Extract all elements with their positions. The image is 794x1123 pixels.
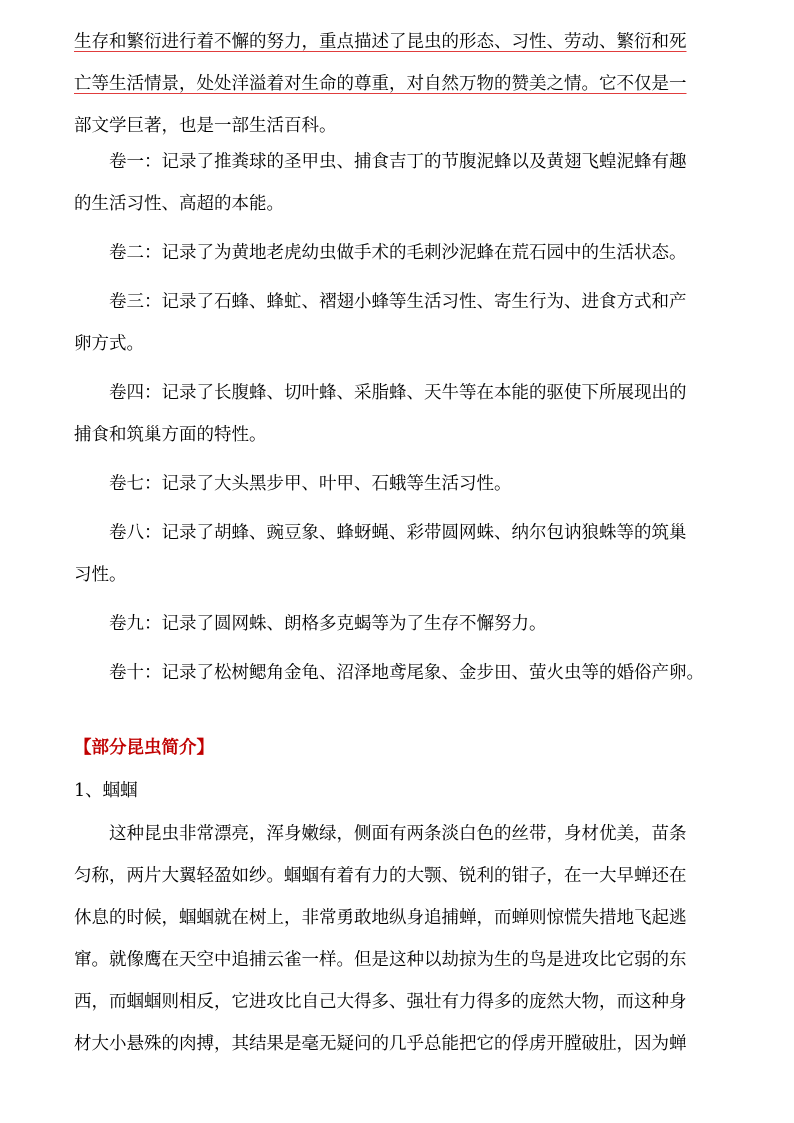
document-page: [74, 32, 724, 1055]
volume-line: 捕食和筑巢方面的特性。: [74, 425, 267, 445]
volume-line: 卷三：记录了石蜂、蜂虻、褶翅小蜂等生活习性、寄生行为、进食方式和产: [109, 292, 687, 312]
volume-line: 的生活习性、高超的本能。: [74, 194, 284, 214]
volume-entry: [74, 243, 724, 264]
intro-line: 亡等生活情景，处处洋溢着对生命的尊重，对自然万物的赞美之情。它不仅是一: [74, 74, 687, 94]
body-line: 休息的时候，蝈蝈就在树上，非常勇敢地纵身追捕蝉，而蝉则惊慌失措地飞起逃: [74, 908, 687, 928]
volume-entry: [74, 523, 724, 586]
intro-line: 生存和繁衍进行着不懈的努力，重点描述了昆虫的形态、习性、劳动、繁衍和死: [74, 32, 687, 52]
insect-title: 1、蝈蝈: [74, 781, 138, 801]
volume-entry: [74, 614, 724, 635]
volume-entry: [74, 383, 724, 446]
volume-line: 卷二：记录了为黄地老虎幼虫做手术的毛刺沙泥蜂在荒石园中的生活状态。: [109, 243, 687, 263]
section-heading: 【部分昆虫简介】: [74, 738, 214, 758]
intro-line: 部文学巨著，也是一部生活百科。: [74, 116, 337, 136]
volume-line: 卷一：记录了推粪球的圣甲虫、捕食吉丁的节腹泥蜂以及黄翅飞蝗泥蜂有趣: [109, 152, 687, 172]
volume-line: 卷七：记录了大头黑步甲、叶甲、石蛾等生活习性。: [109, 474, 512, 494]
volume-entry: [74, 663, 724, 684]
body-line: 匀称，两片大翼轻盈如纱。蝈蝈有着有力的大颚、锐利的钳子，在一大早蝉还在: [74, 866, 687, 886]
volume-entry: [74, 152, 724, 215]
volume-line: 卷九：记录了圆网蛛、朗格多克蝎等为了生存不懈努力。: [109, 614, 547, 634]
volume-line: 卵方式。: [74, 334, 144, 354]
volume-line: 习性。: [74, 565, 127, 585]
intro-paragraph: [74, 32, 724, 137]
volume-line: 卷四：记录了长腹蜂、切叶蜂、采脂蜂、天牛等在本能的驱使下所展现出的: [109, 383, 687, 403]
volume-list: [74, 152, 724, 684]
body-line: 这种昆虫非常漂亮，浑身嫩绿，侧面有两条淡白色的丝带，身材优美，苗条: [109, 824, 687, 844]
volume-entry: [74, 474, 724, 495]
body-line: 西，而蝈蝈则相反，它进攻比自己大得多、强壮有力得多的庞然大物，而这种身: [74, 992, 687, 1012]
volume-entry: [74, 292, 724, 355]
volume-line: 卷八：记录了胡蜂、豌豆象、蜂蚜蝇、彩带圆网蛛、纳尔包讷狼蛛等的筑巢: [109, 523, 687, 543]
body-line: 材大小悬殊的肉搏，其结果是毫无疑问的几乎总能把它的俘虏开膛破肚，因为蝉: [74, 1034, 687, 1054]
volume-line: 卷十：记录了松树鳃角金龟、沼泽地鸢尾象、金步田、萤火虫等的婚俗产卵。: [109, 663, 704, 683]
body-line: 窜。就像鹰在天空中追捕云雀一样。但是这种以劫掠为生的鸟是进攻比它弱的东: [74, 950, 687, 970]
insect-description: [74, 824, 724, 1055]
